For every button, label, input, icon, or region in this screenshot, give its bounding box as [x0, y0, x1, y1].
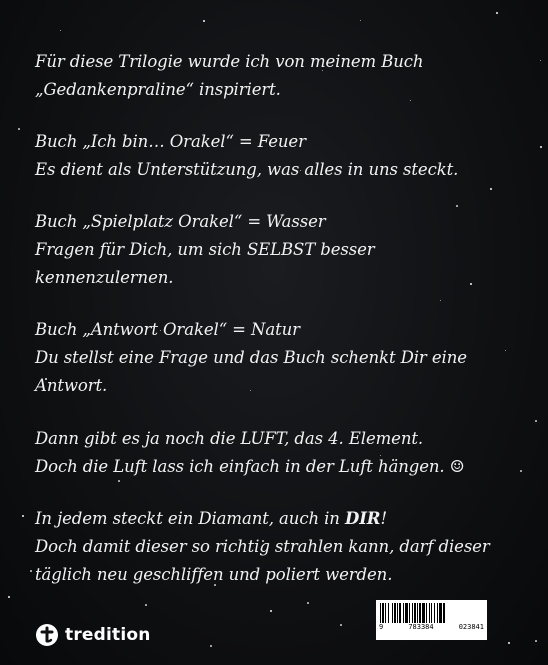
isbn-barcode: [376, 600, 487, 640]
text-line: Für diese Trilogie wurde ich von meinem Buch: [35, 52, 424, 71]
star-dot: [210, 645, 212, 647]
star-dot: [496, 12, 498, 14]
star-dot: [540, 60, 541, 61]
star-dot: [508, 642, 510, 644]
paragraph-book-water: [35, 208, 515, 292]
text-line: Doch damit dieser so richtig strahlen kann, darf dieser: [35, 537, 490, 556]
publisher-name: tredition: [65, 625, 151, 645]
emphasis-dir: DIR: [344, 509, 381, 528]
publisher-branding: [36, 624, 151, 646]
star-dot: [535, 640, 537, 642]
barcode-group-1: 783384: [408, 623, 434, 631]
text-line: täglich neu geschliffen und poliert werden.: [35, 565, 393, 584]
star-dot: [307, 602, 309, 604]
star-dot: [18, 128, 20, 130]
star-dot: [490, 188, 492, 190]
star-dot: [203, 20, 205, 22]
star-dot: [30, 570, 32, 572]
star-dot: [8, 596, 10, 598]
paragraph-air-element: [35, 425, 515, 481]
star-dot: [535, 420, 537, 422]
text-segment: !: [380, 509, 387, 528]
text-line: Buch „Spielplatz Orakel“ = Wasser: [35, 212, 326, 231]
tredition-logo-icon: [36, 624, 58, 646]
star-dot: [456, 205, 458, 207]
barcode-group-2: 023841: [458, 623, 484, 631]
barcode-bars: [380, 603, 483, 623]
text-line: [35, 505, 515, 533]
star-dot: [22, 515, 24, 517]
text-line: Buch „Antwort Orakel“ = Natur: [35, 320, 300, 339]
star-dot: [145, 604, 147, 606]
star-dot: [360, 20, 361, 21]
star-dot: [440, 300, 441, 301]
paragraph-diamond: [35, 505, 515, 589]
paragraph-book-fire: [35, 128, 515, 184]
paragraph-inspiration: [35, 48, 515, 104]
text-line: Dann gibt es ja noch die LUFT, das 4. Element.: [35, 429, 424, 448]
text-line: kennenzulernen.: [35, 268, 174, 287]
text-line: Doch die Luft lass ich einfach in der Luft hängen. ☺: [35, 457, 465, 476]
text-line: Fragen für Dich, um sich SELBST besser: [35, 240, 375, 259]
star-dot: [270, 610, 272, 612]
text-line: Du stellst eine Frage und das Buch schenkt Dir eine: [35, 348, 467, 367]
text-line: Antwort.: [35, 376, 108, 395]
star-dot: [540, 146, 542, 148]
star-dot: [520, 470, 522, 472]
star-dot: [340, 624, 342, 626]
barcode-prefix: 9: [379, 623, 384, 631]
paragraph-book-nature: [35, 316, 515, 400]
star-dot: [60, 30, 61, 31]
text-line: „Gedankenpraline“ inspiriert.: [35, 80, 281, 99]
text-line: Buch „Ich bin… Orakel“ = Feuer: [35, 132, 306, 151]
text-segment: In jedem steckt ein Diamant, auch in: [35, 509, 345, 528]
text-line: Es dient als Unterstützung, was alles in uns steckt.: [35, 160, 459, 179]
